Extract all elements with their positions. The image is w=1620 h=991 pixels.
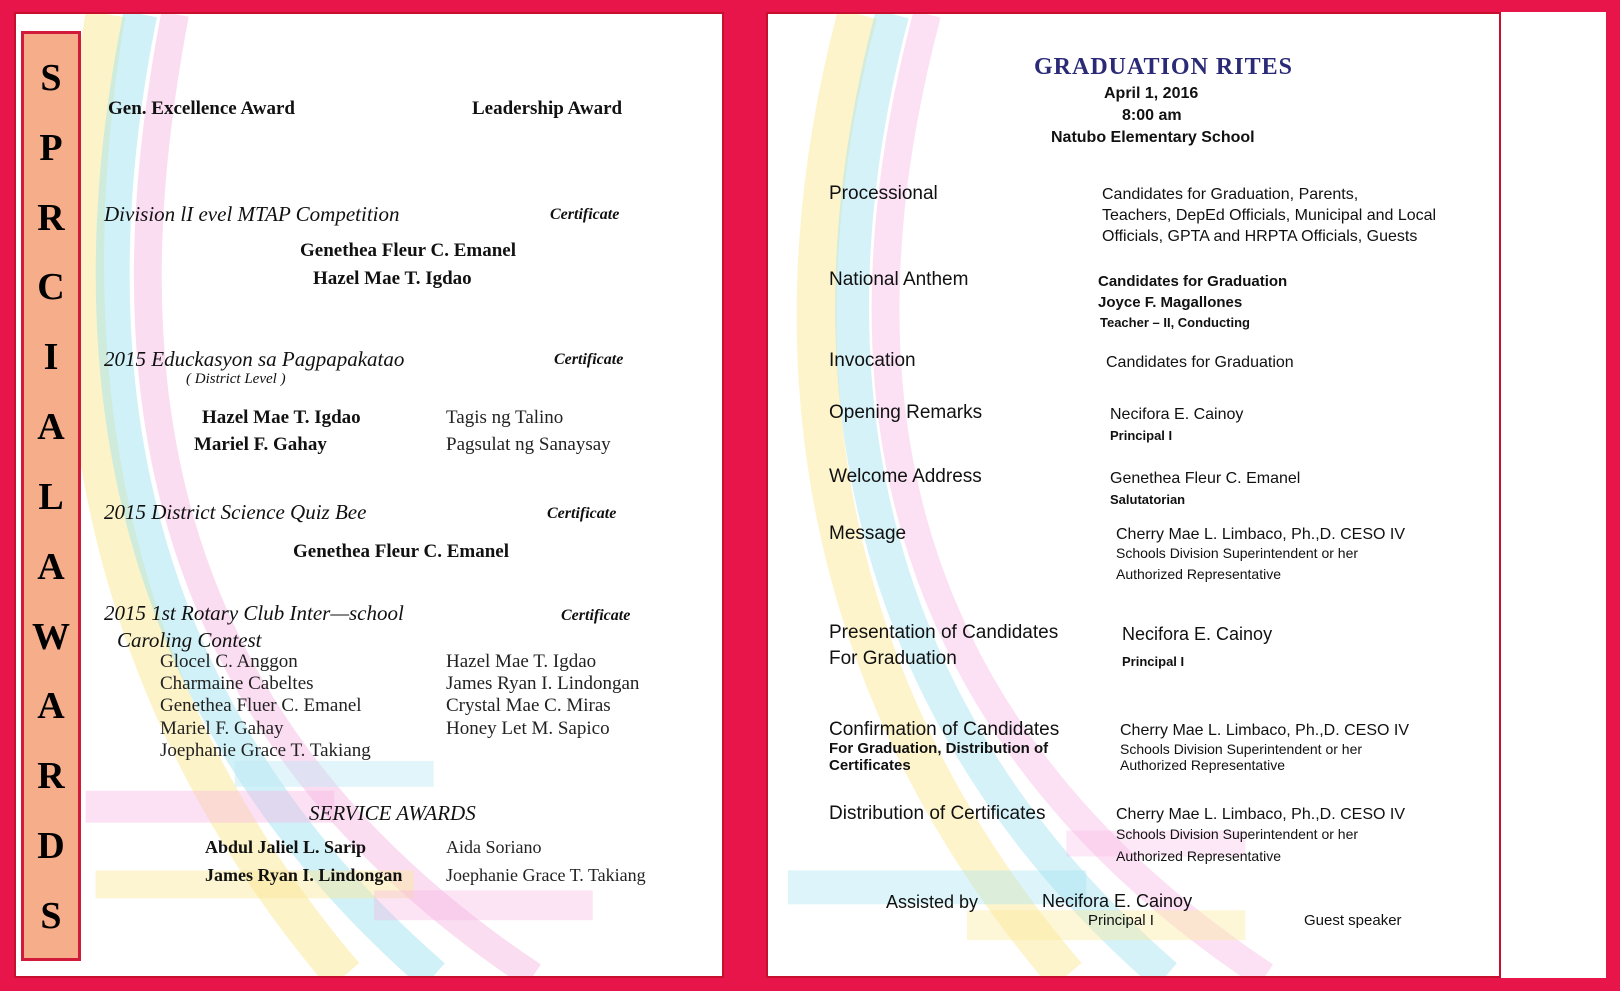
rotary-title-2: Caroling Contest — [117, 628, 262, 652]
banner-letter: A — [37, 545, 65, 588]
service-awards-title: SERVICE AWARDS — [309, 801, 476, 825]
program-detail: Necifora E. Cainoy — [1110, 406, 1244, 423]
program-detail: Cherry Mae L. Limbaco, Ph.,D. CESO IV — [1116, 806, 1405, 823]
rotary-member: Genethea Fluer C. Emanel — [160, 695, 362, 716]
graduation-rites-page — [766, 12, 1501, 978]
program-item-invocation: Invocation — [829, 350, 916, 371]
mtap-certificate: Certificate — [550, 206, 620, 223]
program-item-opening: Opening Remarks — [829, 402, 983, 423]
rotary-title: 2015 1st Rotary Club Inter—school — [104, 601, 404, 625]
banner-letter: S — [40, 57, 62, 99]
page-margin — [1501, 12, 1606, 978]
banner-letter: C — [37, 266, 65, 309]
program-detail: Principal I — [1122, 654, 1185, 669]
quiz-bee-winner: Genethea Fleur C. Emanel — [293, 541, 510, 562]
esp-event: Tagis ng Talino — [446, 407, 564, 428]
rotary-member: Glocel C. Anggon — [160, 651, 298, 672]
program-detail: Necifora E. Cainoy — [1122, 624, 1273, 644]
esp-certificate: Certificate — [554, 351, 624, 368]
program-detail: Officials, GPTA and HRPTA Officials, Guests — [1102, 228, 1418, 245]
program-item-confirmation: For Graduation, Distribution of — [829, 740, 1049, 757]
guest-speaker-label: Guest speaker — [1304, 912, 1402, 929]
program-detail: Teacher – II, Conducting — [1100, 315, 1251, 330]
service-awardee: Aida Soriano — [446, 837, 542, 857]
program-detail: Principal I — [1110, 428, 1173, 443]
program-item-presentation: Presentation of Candidates — [829, 622, 1059, 643]
program-detail: Authorized Representative — [1120, 757, 1285, 773]
rotary-member: Joephanie Grace T. Takiang — [160, 740, 371, 761]
quiz-bee-certificate: Certificate — [547, 505, 617, 522]
leadership-award: Leadership Award — [472, 98, 623, 119]
rotary-member: Hazel Mae T. Igdao — [446, 651, 597, 672]
decorative-swoosh-left — [16, 14, 722, 976]
program-item-confirmation: Certificates — [829, 757, 911, 774]
esp-subtitle: ( District Level ) — [186, 371, 286, 387]
mtap-winner: Genethea Fleur C. Emanel — [300, 240, 517, 261]
rotary-certificate: Certificate — [561, 607, 631, 624]
rotary-member: Crystal Mae C. Miras — [446, 695, 611, 716]
program-detail: Teachers, DepEd Officials, Municipal and Local — [1102, 207, 1437, 224]
rotary-member: Honey Let M. Sapico — [446, 718, 610, 739]
esp-event: Pagsulat ng Sanaysay — [446, 434, 611, 455]
program-detail: Schools Division Superintendent or her — [1116, 545, 1359, 561]
special-awards-banner — [21, 31, 81, 961]
rotary-member: Charmaine Cabeltes — [160, 673, 314, 694]
banner-letter: R — [37, 196, 65, 239]
mtap-winner: Hazel Mae T. Igdao — [313, 268, 472, 289]
banner-letter: S — [40, 894, 62, 937]
program-detail: Candidates for Graduation, Parents, — [1102, 186, 1359, 203]
program-item-anthem: National Anthem — [829, 269, 969, 290]
program-detail: Salutatorian — [1110, 492, 1186, 507]
graduation-school: Natubo Elementary School — [1051, 129, 1255, 146]
esp-winner: Mariel F. Gahay — [194, 434, 327, 455]
assistant-role: Principal I — [1088, 912, 1154, 929]
program-detail: Schools Division Superintendent or her — [1116, 826, 1359, 842]
program-item-message: Message — [829, 523, 907, 544]
program-detail: Joyce F. Magallones — [1098, 294, 1243, 311]
program-detail: Authorized Representative — [1116, 848, 1281, 864]
service-awardee: Joephanie Grace T. Takiang — [446, 865, 646, 885]
program-detail: Authorized Representative — [1116, 566, 1281, 582]
assistant-name: Necifora E. Cainoy — [1042, 891, 1193, 911]
banner-letter: A — [37, 685, 65, 728]
quiz-bee-title: 2015 District Science Quiz Bee — [104, 500, 367, 524]
esp-title: 2015 Educkasyon sa Pagpapakatao — [104, 347, 405, 371]
program-detail: Schools Division Superintendent or her — [1120, 741, 1363, 757]
graduation-time: 8:00 am — [1122, 107, 1182, 124]
banner-letter: I — [43, 336, 59, 379]
banner-letter: D — [37, 825, 65, 868]
graduation-date: April 1, 2016 — [1104, 85, 1199, 102]
program-item-welcome: Welcome Address — [829, 466, 982, 487]
banner-letter: W — [32, 615, 70, 658]
program-item-presentation: For Graduation — [829, 648, 957, 669]
program-detail: Cherry Mae L. Limbaco, Ph.,D. CESO IV — [1116, 526, 1405, 543]
assisted-by-label: Assisted by — [886, 892, 979, 912]
banner-letter: A — [37, 406, 65, 449]
program-item-distribution: Distribution of Certificates — [829, 803, 1046, 824]
rotary-member: James Ryan I. Lindongan — [446, 673, 640, 694]
graduation-title: GRADUATION RITES — [1034, 54, 1293, 80]
rotary-member: Mariel F. Gahay — [160, 718, 284, 739]
esp-winner: Hazel Mae T. Igdao — [202, 407, 361, 428]
program-item-confirmation: Confirmation of Candidates — [829, 719, 1060, 740]
program-detail: Candidates for Graduation — [1098, 273, 1288, 290]
banner-letter: L — [38, 475, 64, 518]
program-detail: Candidates for Graduation — [1106, 354, 1294, 371]
program-detail: Cherry Mae L. Limbaco, Ph.,D. CESO IV — [1120, 722, 1409, 739]
banner-letter: R — [37, 755, 65, 798]
mtap-title: Division lΙ evel MTAP Competition — [104, 202, 400, 226]
program-detail: Genethea Fleur C. Emanel — [1110, 470, 1301, 487]
banner-letter: P — [39, 126, 63, 169]
program-item-processional: Processional — [829, 183, 938, 204]
special-awards-page — [14, 12, 724, 978]
service-awardee: Abdul Jaliel L. Sarip — [205, 837, 367, 857]
service-awardee: James Ryan I. Lindongan — [205, 865, 403, 885]
gen-excellence-award: Gen. Excellence Award — [108, 98, 295, 119]
